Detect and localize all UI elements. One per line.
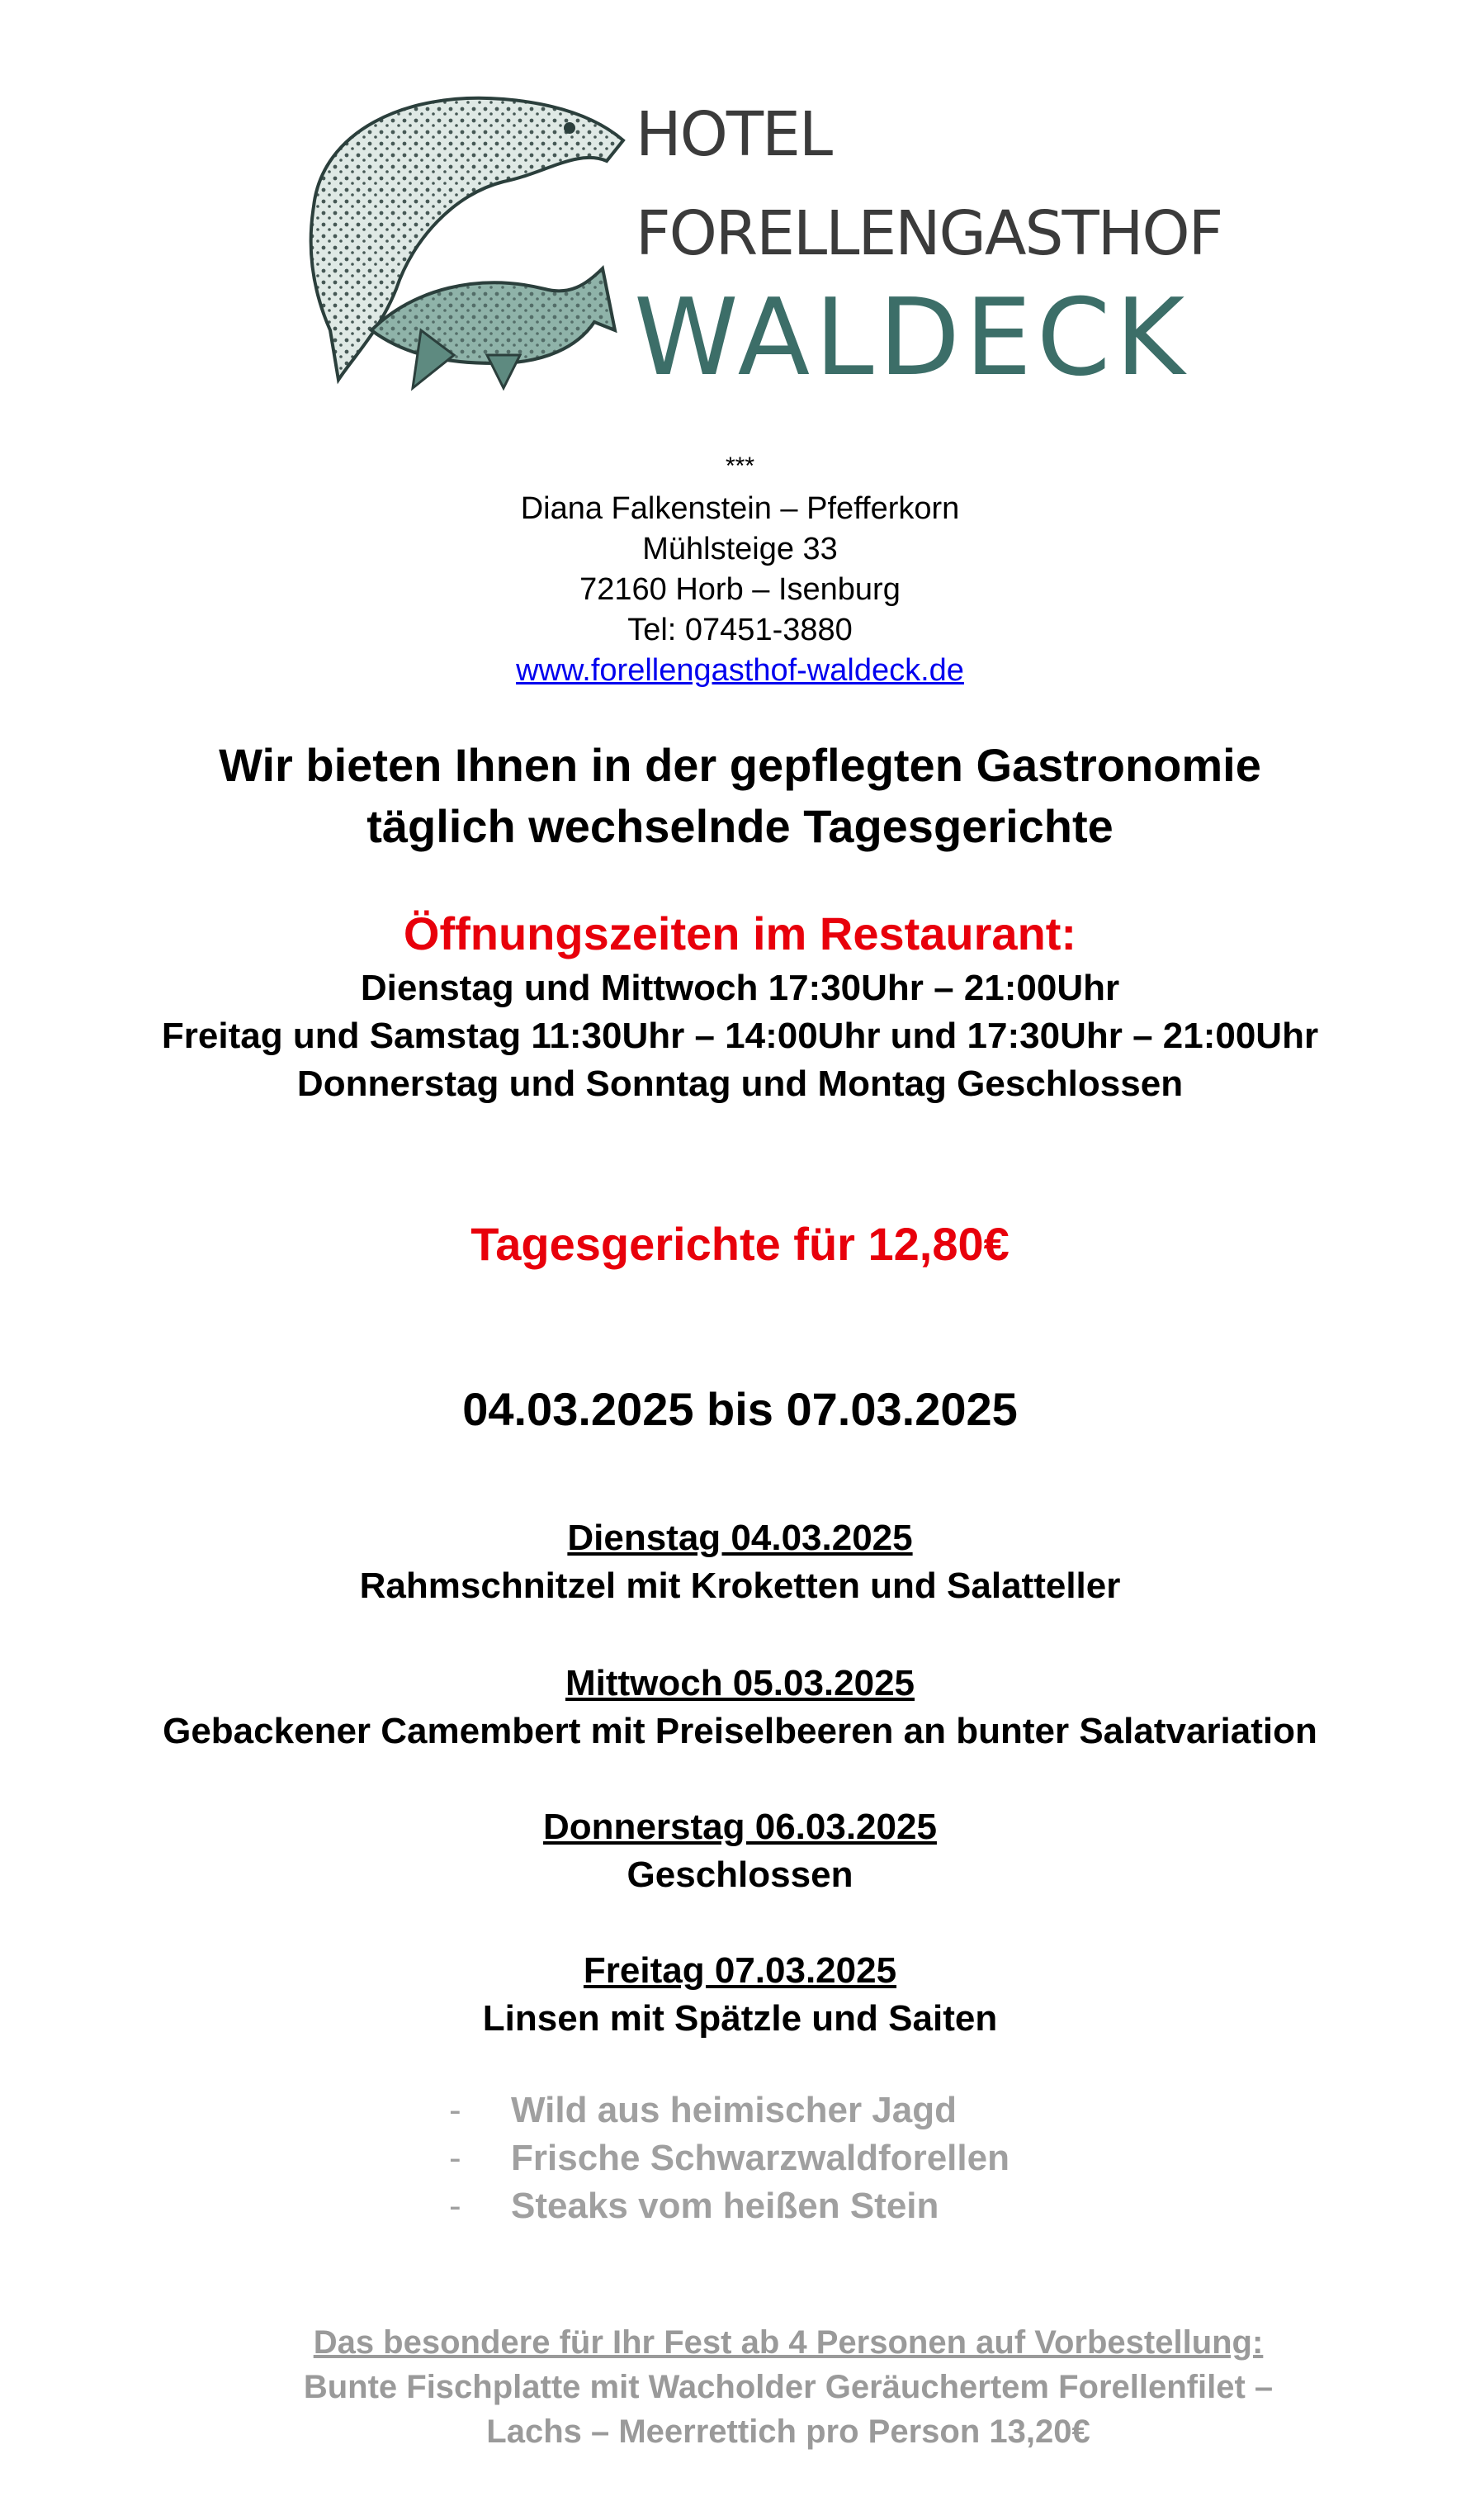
intro-line-2: täglich wechselnde Tagesgerichte xyxy=(366,800,1114,852)
day-dish: Rahmschnitzel mit Kroketten und Salatteller xyxy=(359,1566,1121,1606)
list-item xyxy=(449,2182,1010,2230)
dash-bullet: - xyxy=(449,2090,461,2130)
logo-line-waldeck: WALDECK xyxy=(634,277,1190,400)
day-date: Dienstag 04.03.2025 xyxy=(567,1518,913,1558)
day-dish: Linsen mit Spätzle und Saiten xyxy=(482,1998,998,2039)
dash-bullet: - xyxy=(449,2186,461,2226)
city: 72160 Horb – Isenburg xyxy=(579,572,901,607)
list-item xyxy=(449,2087,1010,2134)
daily-dish-price: Tagesgerichte für 12,80€ xyxy=(470,1218,1010,1270)
dash-bullet: - xyxy=(449,2138,461,2178)
day-entry xyxy=(0,1514,1480,1610)
party-offer xyxy=(244,2320,1333,2454)
party-offer-line-2: Lachs – Meerrettich pro Person 13,20€ xyxy=(486,2413,1090,2450)
trout-fish-icon xyxy=(297,83,644,396)
date-range: 04.03.2025 bis 07.03.2025 xyxy=(462,1383,1018,1435)
stars-rating: *** xyxy=(725,452,755,480)
specials-list xyxy=(449,2087,1010,2230)
list-item xyxy=(449,2134,1010,2182)
day-date: Freitag 07.03.2025 xyxy=(583,1950,897,1991)
day-entry xyxy=(0,1803,1480,1899)
owner-name: Diana Falkenstein – Pfefferkorn xyxy=(520,491,960,526)
hours-line-3: Donnerstag und Sonntag und Montag Geschlossen xyxy=(296,1063,1184,1104)
street: Mühlsteige 33 xyxy=(642,532,838,566)
opening-hours xyxy=(0,964,1480,1108)
day-dish: Gebackener Camembert mit Preiselbeeren an bunter Salatvariation xyxy=(163,1711,1317,1751)
day-dish: Geschlossen xyxy=(627,1854,853,1895)
intro-line-1: Wir bieten Ihnen in der gepflegten Gastronomie xyxy=(219,739,1261,791)
address-block xyxy=(0,489,1480,691)
hours-line-2: Freitag und Samstag 11:30Uhr – 14:00Uhr und 17:30Uhr – 21:00Uhr xyxy=(161,1016,1319,1056)
day-entry xyxy=(0,1660,1480,1755)
phone: Tel: 07451-3880 xyxy=(627,613,853,647)
hours-line-1: Dienstag und Mittwoch 17:30Uhr – 21:00Uhr xyxy=(360,968,1120,1008)
special-text: Steaks vom heißen Stein xyxy=(511,2186,939,2226)
opening-hours-title: Öffnungszeiten im Restaurant: xyxy=(403,907,1077,959)
special-text: Wild aus heimischer Jagd xyxy=(511,2090,957,2130)
intro-text xyxy=(0,735,1480,857)
logo-line-hotel: HOTEL xyxy=(636,99,832,170)
day-date: Donnerstag 06.03.2025 xyxy=(543,1807,937,1847)
party-offer-line-1: Bunte Fischplatte mit Wacholder Geräuchertem Forellenfilet – xyxy=(303,2369,1274,2405)
day-entry xyxy=(0,1947,1480,2043)
website-link[interactable]: www.forellengasthof-waldeck.de xyxy=(516,653,964,688)
party-offer-heading: Das besondere für Ihr Fest ab 4 Personen auf Vorbestellung: xyxy=(313,2324,1264,2361)
special-text: Frische Schwarzwaldforellen xyxy=(511,2138,1010,2178)
day-date: Mittwoch 05.03.2025 xyxy=(565,1663,915,1703)
logo-line-forellengasthof: FORELLENGASTHOF xyxy=(636,198,1222,269)
hotel-logo xyxy=(297,83,1222,400)
